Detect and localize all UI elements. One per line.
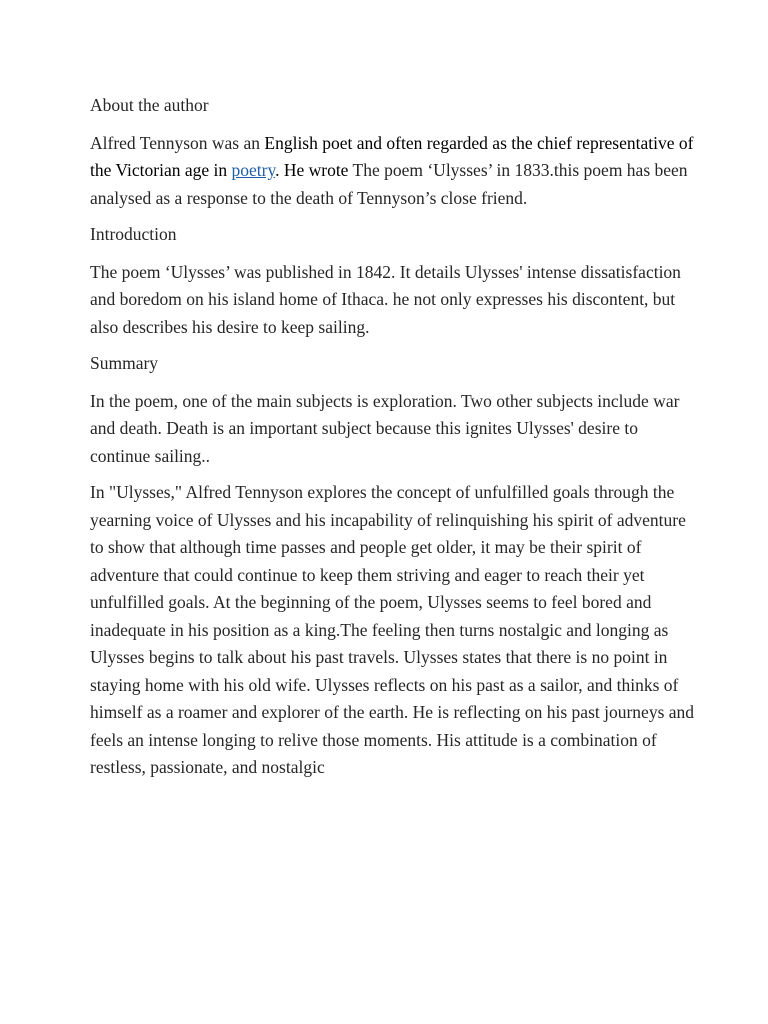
about-text-3: . He wrote — [275, 160, 353, 180]
summary-heading: Summary — [90, 353, 159, 373]
introduction-paragraph: The poem ‘Ulysses’ was published in 1842. It details Ulysses' intense dissatisfaction and boredom on his island home of Ithaca. he not only expresses his discontent, but also describes his desire to keep sailing. — [90, 261, 681, 337]
about-text-4: The poem ‘Ulysses’ in 1833.this poem has been analysed as a response to the death of Tennyson’s close friend. — [90, 160, 688, 208]
summary-paragraph-1: In the poem, one of the main subjects is exploration. Two other subjects include war and death. Death is an important subject because this ignites Ulysses' desire to continue sailing.. — [90, 390, 680, 466]
introduction-heading: Introduction — [90, 224, 177, 244]
about-author-paragraph — [90, 130, 700, 213]
summary-paragraph-2: In "Ulysses," Alfred Tennyson explores the concept of unfulfilled goals through the yearning voice of Ulysses and his incapability of relinquishing his spirit of adventure to show that although time passes and people get older, it may be their spirit of adventure that could continue to keep them striving and eager to reach their yet unfulfilled goals. At the beginning of the poem, Ulysses seems to feel bored and inadequate in his position as a king.The feeling then turns nostalgic and longing as Ulysses begins to talk about his past travels. Ulysses states that there is no point in staying home with his old wife. Ulysses reflects on his past as a sailor, and thinks of himself as a roamer and explorer of the earth. He is reflecting on his past journeys and feels an intense longing to relive those moments. His attitude is a combination of restless, passionate, and nostalgic — [90, 482, 695, 777]
about-author-heading: About the author — [90, 95, 209, 115]
about-text-2: English poet and often regarded as the chief representative of the Victorian age in — [90, 132, 694, 180]
document-page — [90, 92, 700, 791]
poetry-link[interactable]: poetry — [231, 160, 276, 180]
about-text-1: Alfred Tennyson was an — [90, 132, 265, 153]
